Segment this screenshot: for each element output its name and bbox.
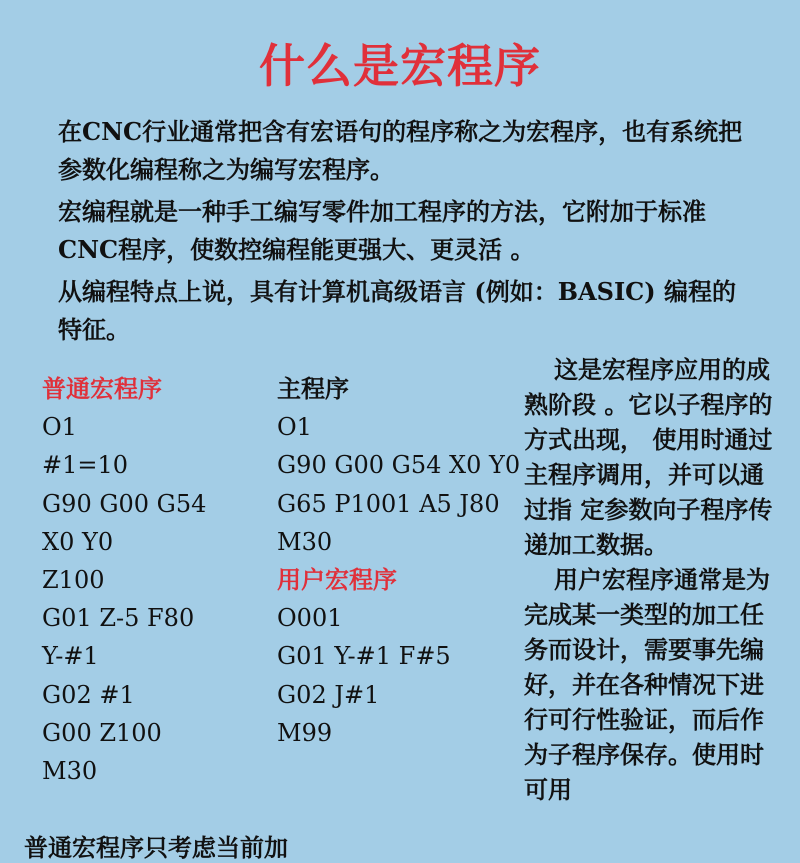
- normal-macro-column: [42, 370, 206, 790]
- code-line: G02 J#1: [277, 680, 380, 709]
- code-line: O1: [42, 413, 77, 442]
- code-line: O1: [277, 413, 312, 442]
- code-line: G00 Z100: [42, 718, 162, 747]
- main-program-header: 主程序: [277, 374, 349, 403]
- intro-paragraph-3: 从编程特点上说，具有计算机高级语言 (例如：BASIC) 编程的特征。: [58, 277, 736, 344]
- user-macro-header: 用户宏程序: [277, 565, 397, 595]
- explanation-column: [524, 352, 782, 807]
- code-line: M30: [277, 527, 333, 556]
- explanation-paragraph-1: 这是宏程序应用的成熟阶段 。它以子程序的方式出现， 使用时通过主程序调用，并可以通过指 定参数向子程序传递加工数据。: [524, 355, 773, 559]
- code-line: G01 Z-5 F80: [42, 604, 195, 633]
- code-line: X0 Y0: [42, 527, 114, 556]
- code-line: O001: [277, 604, 343, 633]
- code-line: Z100: [42, 566, 105, 595]
- code-line: M99: [277, 718, 333, 747]
- code-line: G01 Y-#1 F#5: [277, 642, 451, 671]
- code-line: #1=10: [42, 451, 129, 480]
- code-line: G02 #1: [42, 680, 135, 709]
- intro-paragraph-1: 在CNC行业通常把含有宏语句的程序称之为宏程序，也有系统把参数化编程称之为编写宏程序。: [58, 117, 743, 184]
- bottom-text: 普通宏程序只考虑当前加: [24, 833, 288, 862]
- code-line: G90 G00 G54 X0 Y0: [277, 451, 521, 480]
- code-line: G90 G00 G54: [42, 489, 207, 518]
- intro-paragraph-2: 宏编程就是一种手工编写零件加工程序的方法，它附加于标准CNC程序，使数控编程能更强大、更灵活 。: [58, 197, 706, 264]
- explanation-paragraph-2: 用户宏程序通常是为完成某一类型的加工任务而设计，需要事先编好，并在各种情况下进行可行性验证，而后作为子程序保存。使用时可用: [524, 565, 770, 804]
- intro-section: [58, 113, 758, 353]
- code-line: Y-#1: [42, 642, 99, 671]
- code-line: G65 P1001 A5 J80: [277, 489, 500, 518]
- normal-macro-header: 普通宏程序: [42, 374, 162, 403]
- code-line: M30: [42, 757, 98, 786]
- main-program-column: [277, 370, 520, 752]
- page-title: 什么是宏程序: [259, 39, 541, 93]
